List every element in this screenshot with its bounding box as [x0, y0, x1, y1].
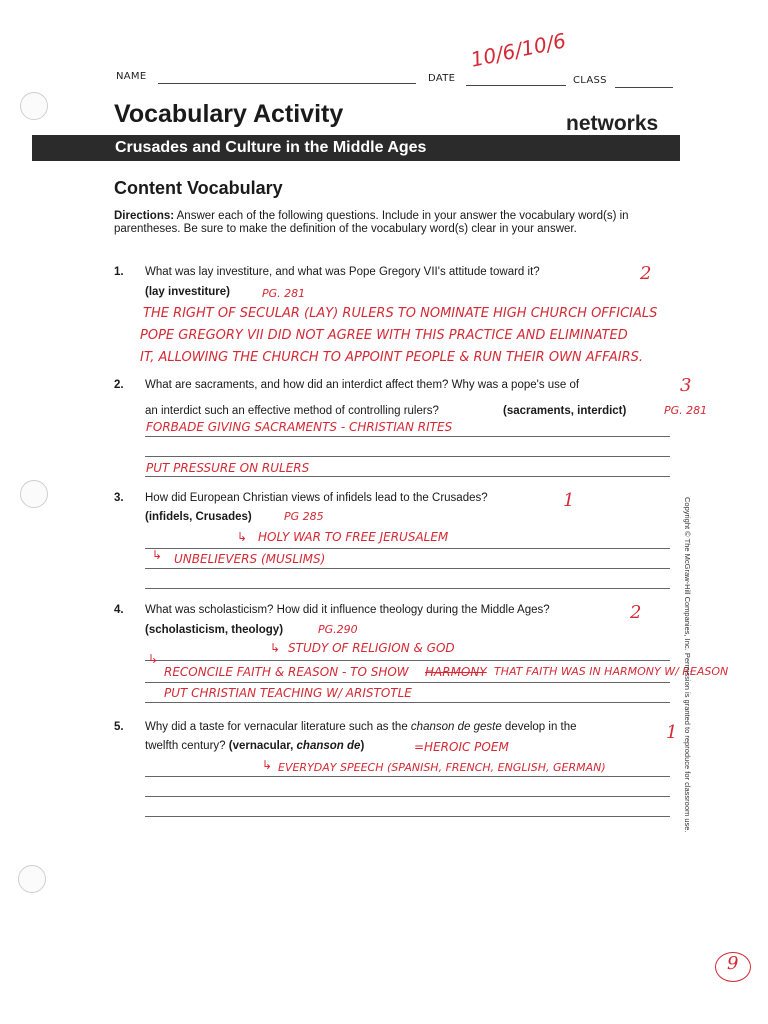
q2-text-line-2: an interdict such an effective method of controlling rulers? — [145, 405, 439, 417]
date-line — [466, 85, 566, 86]
q1-page-note: PG. 281 — [262, 287, 306, 300]
date-handwritten: 10/6/10/6 — [468, 28, 569, 72]
q5-number: 5. — [114, 721, 124, 733]
section-title: Content Vocabulary — [114, 178, 283, 198]
q3-text: How did European Christian views of infidels lead to the Crusades? — [145, 492, 488, 504]
class-line — [615, 87, 673, 88]
q3-answer-line-1: HOLY WAR TO FREE JERUSALEM — [258, 530, 449, 544]
q1-text: What was lay investiture, and what was Pope Gregory VII's attitude toward it? — [145, 266, 540, 278]
q4-answer-line-3: PUT CHRISTIAN TEACHING W/ ARISTOTLE — [164, 686, 412, 700]
q5-keyword-1: (vernacular, — [228, 740, 294, 752]
q4-rule-1 — [145, 660, 670, 661]
q1-answer-line-2: POPE GREGORY VII DID NOT AGREE WITH THIS PRACTICE AND ELIMINATED — [140, 328, 628, 343]
brand-logo: networks — [566, 112, 659, 135]
q3-answer-line-2: UNBELIEVERS (MUSLIMS) — [174, 552, 326, 566]
q2-rule-1 — [145, 436, 670, 437]
q1-score: 2 — [640, 263, 652, 284]
q5-rule-1 — [145, 776, 670, 777]
q5-text-part-3: twelfth century? — [145, 740, 226, 752]
q3-arrow-2: ↳ — [152, 548, 163, 562]
directions — [114, 210, 674, 236]
q2-rule-2 — [145, 456, 670, 457]
q5-text-line-2 — [145, 740, 364, 752]
q1-answer-line-1: THE RIGHT OF SECULAR (LAY) RULERS TO NOMINATE HIGH CHURCH OFFICIALS — [143, 306, 658, 321]
q2-rule-3 — [145, 476, 670, 477]
q5-text-italic: chanson de geste — [410, 721, 502, 733]
punch-hole-top — [20, 92, 48, 120]
q2-text-line-1: What are sacraments, and how did an interdict affect them? Why was a pope's use of — [145, 379, 580, 391]
page-number: 9 — [727, 953, 739, 974]
q3-page-note: PG 285 — [284, 510, 324, 523]
directions-text: Answer each of the following questions. Include in your answer the vocabulary word(s) in parentheses. Be sure to make the definition of the vocabulary word(s) clear in your answer. — [114, 210, 629, 235]
q4-number: 4. — [114, 604, 124, 616]
q4-answer-line-1: STUDY OF RELIGION & GOD — [288, 641, 455, 655]
q3-rule-3 — [145, 588, 670, 589]
q4-text: What was scholasticism? How did it influence theology during the Middle Ages? — [145, 604, 550, 616]
q4-answer-line-2b: THAT FAITH WAS IN HARMONY W/ REASON — [494, 665, 729, 678]
q4-arrow-2: ↳ — [148, 652, 159, 666]
q2-number: 2. — [114, 379, 124, 391]
page-title: Vocabulary Activity — [114, 100, 344, 128]
q3-keywords: (infidels, Crusades) — [145, 511, 252, 523]
q4-score: 2 — [630, 602, 642, 623]
q3-rule-2 — [145, 568, 670, 569]
q4-rule-3 — [145, 702, 670, 703]
q4-rule-2 — [145, 682, 670, 683]
q5-rule-2 — [145, 796, 670, 797]
q1-keywords: (lay investiture) — [145, 286, 230, 298]
q1-number: 1. — [114, 266, 124, 278]
q5-answer-line-2: EVERYDAY SPEECH (SPANISH, FRENCH, ENGLISH, GERMAN) — [278, 761, 606, 774]
q4-keywords: (scholasticism, theology) — [145, 624, 284, 636]
q4-answer-struck: HARMONY — [425, 665, 487, 679]
q3-number: 3. — [114, 492, 124, 504]
q5-rule-3 — [145, 816, 670, 817]
date-label: DATE — [428, 73, 456, 84]
q3-score: 1 — [563, 490, 575, 511]
name-label: NAME — [116, 71, 147, 82]
q2-answer-line-2: PUT PRESSURE ON RULERS — [146, 461, 310, 475]
q2-page-note: PG. 281 — [664, 404, 708, 417]
q4-answer-line-2a: RECONCILE FAITH & REASON - TO SHOW — [164, 665, 409, 679]
q2-answer-line-1: FORBADE GIVING SACRAMENTS - CHRISTIAN RITES — [146, 420, 453, 434]
q3-arrow-1: ↳ — [237, 530, 248, 544]
q2-keywords: (sacraments, interdict) — [503, 405, 627, 417]
q5-text-part-1: Why did a taste for vernacular literature such as the — [145, 721, 408, 733]
directions-label: Directions: — [114, 210, 175, 222]
q4-page-note: PG.290 — [318, 623, 358, 636]
q5-keyword-2: chanson de — [296, 740, 361, 752]
punch-hole-bottom — [18, 865, 46, 893]
punch-hole-middle — [20, 480, 48, 508]
q5-score: 1 — [666, 722, 678, 743]
q4-arrow-1: ↳ — [270, 641, 281, 655]
q5-text-part-2: develop in the — [504, 721, 577, 733]
class-label: CLASS — [573, 75, 607, 86]
name-line — [158, 83, 416, 84]
copyright-notice: Copyright © The McGraw-Hill Companies, Inc. Permission is granted to reproduce for classroom use. — [683, 497, 692, 833]
q5-answer-line-1: =HEROIC POEM — [414, 740, 509, 754]
q2-score: 3 — [680, 375, 692, 396]
q3-rule-1 — [145, 548, 670, 549]
q1-answer-line-3: IT, ALLOWING THE CHURCH TO APPOINT PEOPLE & RUN THEIR OWN AFFAIRS. — [140, 350, 644, 365]
q5-text-line-1 — [145, 721, 577, 733]
q5-arrow-1: ↳ — [262, 758, 273, 772]
band-title: Crusades and Culture in the Middle Ages — [115, 139, 427, 156]
q5-keyword-3: ) — [360, 740, 365, 752]
